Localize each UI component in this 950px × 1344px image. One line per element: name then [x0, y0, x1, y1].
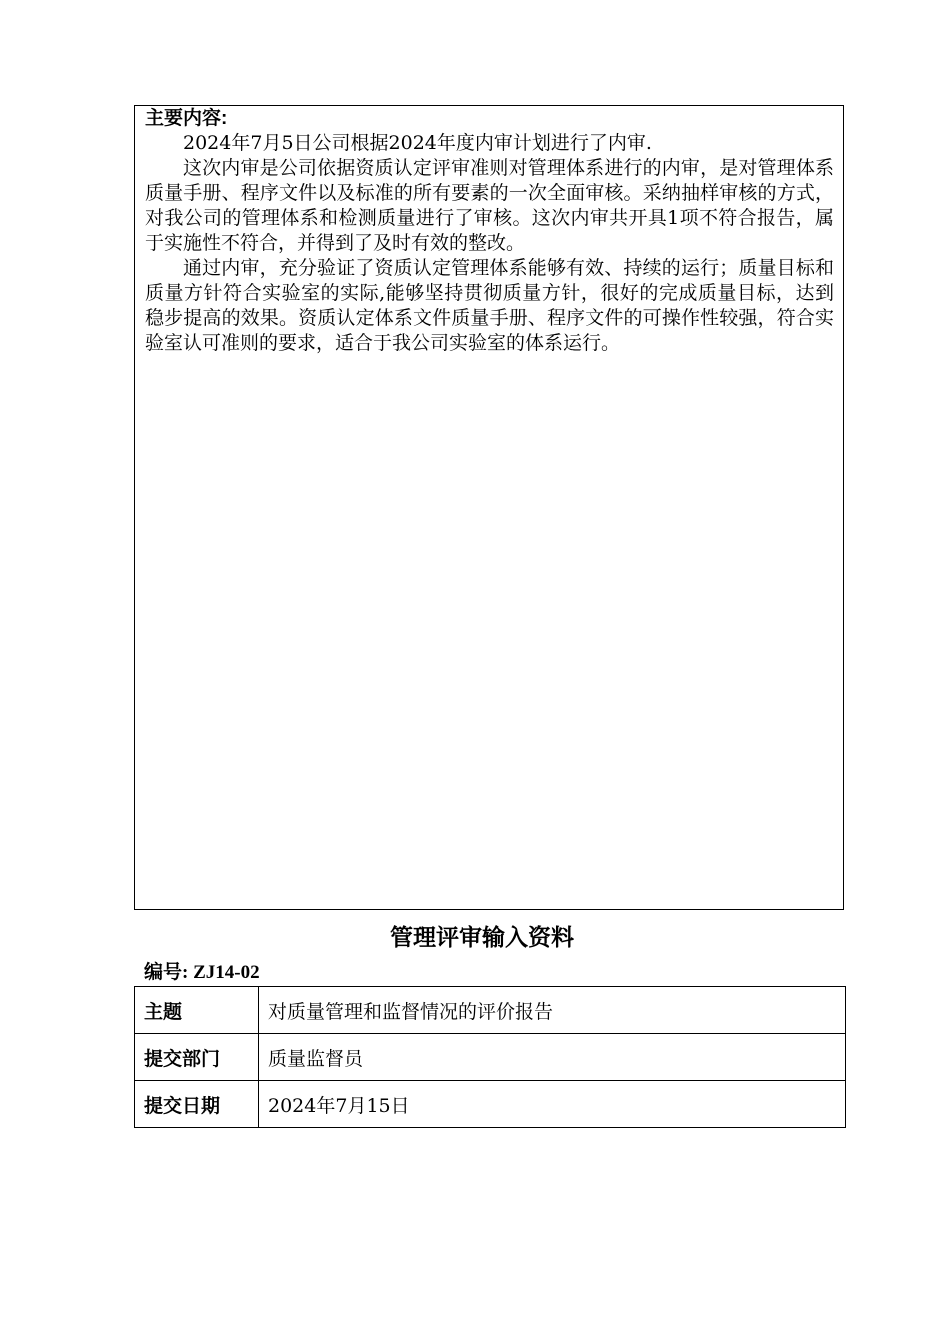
main-content-heading: 主要内容: [145, 108, 228, 129]
info-table [134, 986, 846, 1128]
table-row-subject [135, 987, 846, 1034]
table-row-department [135, 1034, 846, 1081]
document-title: 管理评审输入资料 [390, 924, 574, 950]
document-number: 编号: ZJ14-02 [144, 962, 260, 983]
department-value: 质量监督员 [259, 1034, 846, 1081]
date-label: 提交日期 [135, 1081, 259, 1128]
content-paragraph-2: 这次内审是公司依据资质认定评审准则对管理体系进行的内审，是对管理体系质量手册、程序文件以及标准的所有要素的一次全面审核。采纳抽样审核的方式，对我公司的管理体系和检测质量进行了审核。这次内审共开具1项不符合报告，属于实施性不符合，并得到了及时有效的整改。 [145, 157, 834, 254]
subject-label: 主题 [135, 987, 259, 1034]
table-row-date [135, 1081, 846, 1128]
date-value: 2024年7月15日 [259, 1081, 846, 1128]
content-paragraph-1: 2024年7月5日公司根据2024年度内审计划进行了内审. [183, 132, 652, 154]
content-paragraph-3: 通过内审，充分验证了资质认定管理体系能够有效、持续的运行；质量目标和质量方针符合实验室的实际,能够坚持贯彻质量方针，很好的完成质量目标，达到稳步提高的效果。资质认定体系文件质量手册、程序文件的可操作性较强，符合实验室认可准则的要求，适合于我公司实验室的体系运行。 [145, 257, 834, 354]
main-content-box [134, 105, 844, 910]
subject-value: 对质量管理和监督情况的评价报告 [259, 987, 846, 1034]
department-label: 提交部门 [135, 1034, 259, 1081]
